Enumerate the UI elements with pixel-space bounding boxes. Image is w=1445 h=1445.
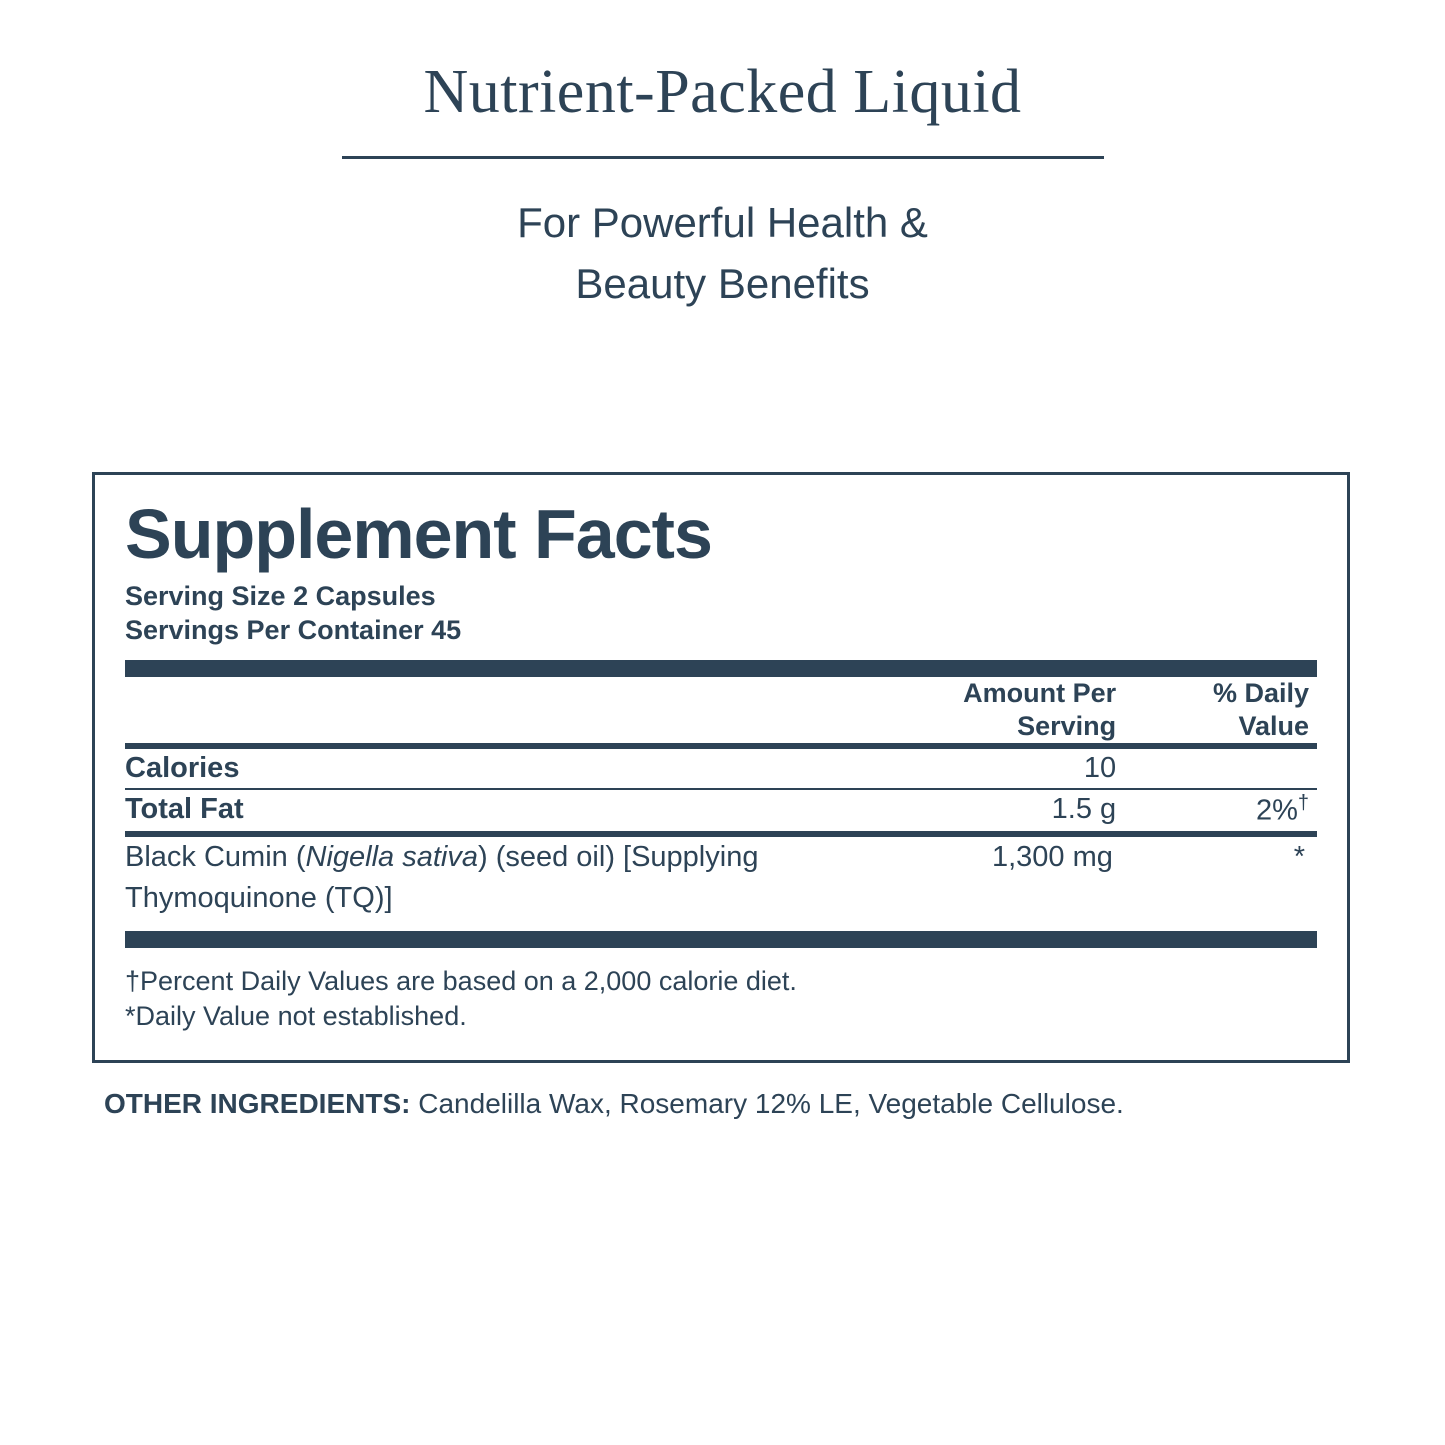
header-amount-line-1: Amount Per bbox=[963, 677, 1117, 708]
other-ingredients bbox=[92, 1085, 1350, 1123]
footnote-daily-values: †Percent Daily Values are based on a 2,000 calorie diet. bbox=[125, 965, 797, 996]
ingredient-name-part-2: ) (seed oil) [Supplying Thymoquinone (TQ)] bbox=[125, 840, 759, 914]
serving-size: Serving Size 2 Capsules bbox=[125, 580, 436, 611]
other-ingredients-label: OTHER INGREDIENTS: bbox=[104, 1088, 411, 1120]
header bbox=[0, 0, 1445, 315]
header-spacer bbox=[125, 677, 848, 743]
nutrient-rows-2 bbox=[125, 790, 1317, 831]
footnote-dv-not-established: *Daily Value not established. bbox=[125, 1000, 467, 1031]
supplement-facts-table bbox=[125, 677, 1317, 743]
row-calories-amount: 10 bbox=[1083, 751, 1117, 784]
footnotes bbox=[125, 948, 1317, 1034]
ingredient-dv: * bbox=[1293, 840, 1305, 873]
row-total-fat-dv bbox=[1134, 790, 1317, 831]
row-total-fat-name: Total Fat bbox=[125, 792, 244, 825]
ingredient-amount: 1,300 mg bbox=[991, 840, 1113, 873]
row-total-fat-amount: 1.5 g bbox=[1051, 792, 1117, 825]
supplement-facts-box bbox=[92, 472, 1350, 1063]
row-calories-dv bbox=[1134, 749, 1317, 788]
other-ingredients-value: Candelilla Wax, Rosemary 12% LE, Vegetable Cellulose. bbox=[418, 1088, 1124, 1120]
ingredient-latin-name: Nigella sativa bbox=[305, 840, 478, 873]
subtitle-line-2: Beauty Benefits bbox=[575, 260, 870, 308]
ingredient-name-part-1: Black Cumin ( bbox=[125, 840, 306, 873]
header-dv-line-1: % Daily bbox=[1212, 677, 1309, 708]
supplement-facts-panel bbox=[92, 472, 1350, 1123]
ingredient-name bbox=[125, 837, 846, 919]
row-calories-name: Calories bbox=[125, 751, 240, 784]
table-row bbox=[125, 837, 1317, 919]
header-amount-per-serving bbox=[848, 677, 1134, 743]
nutrient-rows bbox=[125, 749, 1317, 788]
servings-per-container: Servings Per Container 45 bbox=[125, 615, 462, 646]
table-row bbox=[125, 790, 1317, 831]
table-header-row bbox=[125, 677, 1317, 743]
dagger-symbol: † bbox=[1297, 791, 1309, 814]
rule-thick-top bbox=[125, 660, 1317, 677]
subtitle bbox=[0, 193, 1445, 315]
header-daily-value bbox=[1134, 677, 1317, 743]
header-dv-line-2: Value bbox=[1238, 710, 1309, 741]
title-divider bbox=[342, 156, 1104, 159]
row-total-fat-dv-value: 2% bbox=[1255, 794, 1298, 827]
rule-thick-bottom bbox=[125, 931, 1317, 948]
page-title: Nutrient-Packed Liquid bbox=[423, 58, 1022, 126]
header-amount-line-2: Serving bbox=[1017, 710, 1117, 741]
ingredient-table bbox=[125, 837, 1317, 919]
table-row bbox=[125, 749, 1317, 788]
subtitle-line-1: For Powerful Health & bbox=[517, 199, 928, 247]
supplement-facts-title: Supplement Facts bbox=[125, 495, 712, 573]
